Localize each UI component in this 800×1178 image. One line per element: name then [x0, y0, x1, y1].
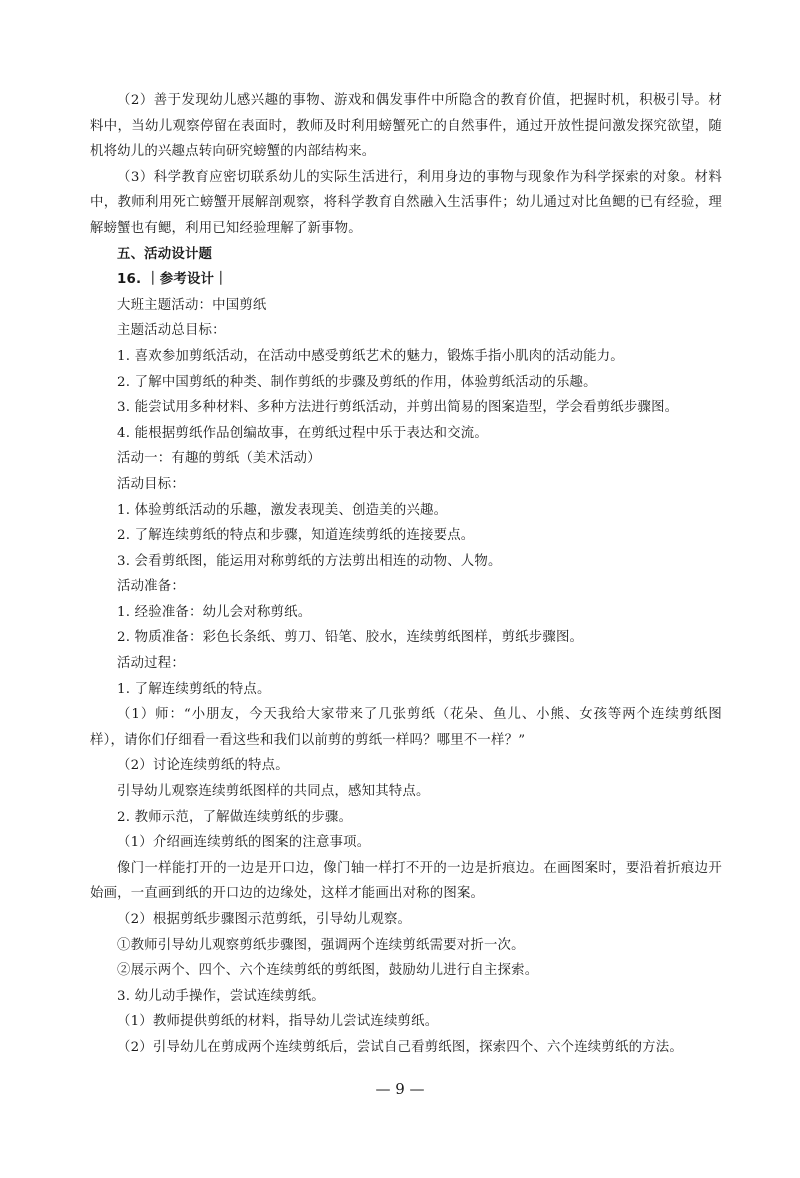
paragraph: （2）讨论连续剪纸的特点。: [117, 758, 289, 774]
paragraph: （2）引导幼儿在剪成两个连续剪纸后，尝试自己看剪纸图，探索四个、六个连续剪纸的方法。: [117, 1039, 683, 1055]
paragraph: 活动一：有趣的剪纸（美术活动）: [117, 451, 321, 467]
paragraph: （2）善于发现幼儿感兴趣的事物、游戏和偶发事件中所隐含的教育价值，把握时机，积极引导。材料中，当幼儿观察停留在表面时，教师及时利用螃蟹死亡的自然事件，通过开放性提问激发探究欲望，随机将幼儿的兴趣点转向研究螃蟹的内部结构来。: [90, 93, 722, 160]
paragraph: 大班主题活动：中国剪纸: [117, 297, 267, 313]
paragraph: 活动过程：: [117, 656, 185, 672]
list-item: 2. 物质准备：彩色长条纸、剪刀、铅笔、胶水，连续剪纸图样，剪纸步骤图。: [117, 630, 584, 646]
paragraph: ①教师引导幼儿观察剪纸步骤图，强调两个连续剪纸需要对折一次。: [117, 937, 525, 953]
paragraph: 主题活动总目标：: [117, 323, 226, 339]
list-item: 2. 了解中国剪纸的种类、制作剪纸的步骤及剪纸的作用，体验剪纸活动的乐趣。: [117, 374, 597, 390]
list-item: 1. 经验准备：幼儿会对称剪纸。: [117, 604, 312, 620]
list-item: 3. 能尝试用多种材料、多种方法进行剪纸活动，并剪出简易的图案造型，学会看剪纸步骤图。: [117, 400, 679, 416]
list-item: 3. 幼儿动手操作，尝试连续剪纸。: [117, 988, 325, 1004]
list-item: 3. 会看剪纸图，能运用对称剪纸的方法剪出相连的动物、人物。: [117, 553, 502, 569]
page-number: — 9 —: [375, 1080, 425, 1098]
paragraph: （1）介绍画连续剪纸的图案的注意事项。: [117, 835, 371, 851]
list-item: 1. 体验剪纸活动的乐趣，激发表现美、创造美的兴趣。: [117, 502, 448, 518]
paragraph: 活动目标：: [117, 476, 185, 492]
section-heading: 五、活动设计题: [117, 246, 213, 262]
list-item: 1. 了解连续剪纸的特点。: [117, 681, 271, 697]
list-item: 4. 能根据剪纸作品创编故事，在剪纸过程中乐于表达和交流。: [117, 425, 488, 441]
paragraph: （2）根据剪纸步骤图示范剪纸，引导幼儿观察。: [117, 912, 412, 927]
document-body: [90, 88, 722, 1061]
paragraph: 像门一样能打开的一边是开口边，像门轴一样打不开的一边是折痕边。在画图案时，要沿着折痕边开始画，一直画到纸的开口边的边缘处，这样才能画出对称的图案。: [90, 860, 722, 902]
question-heading: 16. ｜参考设计｜: [117, 272, 228, 288]
paragraph: 引导幼儿观察连续剪纸图样的共同点，感知其特点。: [117, 784, 430, 800]
paragraph: （1）教师提供剪纸的材料，指导幼儿尝试连续剪纸。: [117, 1014, 439, 1030]
paragraph: 活动准备：: [117, 579, 185, 595]
paragraph: （3）科学教育应密切联系幼儿的实际生活进行，利用身边的事物与现象作为科学探索的对象。材料中，教师利用死亡螃蟹开展解剖观察，将科学教育自然融入生活事件；幼儿通过对比鱼鳃的已有经验，理解螃蟹也有鳃，利用已知经验理解了新事物。: [90, 169, 722, 236]
list-item: 1. 喜欢参加剪纸活动，在活动中感受剪纸艺术的魅力，锻炼手指小肌肉的活动能力。: [117, 348, 624, 364]
list-item: 2. 了解连续剪纸的特点和步骤，知道连续剪纸的连接要点。: [117, 528, 475, 544]
paragraph: ②展示两个、四个、六个连续剪纸的剪纸图，鼓励幼儿进行自主探索。: [117, 963, 539, 979]
paragraph: （1）师：“小朋友，今天我给大家带来了几张剪纸（花朵、鱼儿、小熊、女孩等两个连续剪纸图样），请你们仔细看一看这些和我们以前剪的剪纸一样吗？哪里不一样？”: [90, 707, 722, 748]
list-item: 2. 教师示范，了解做连续剪纸的步骤。: [117, 809, 353, 825]
